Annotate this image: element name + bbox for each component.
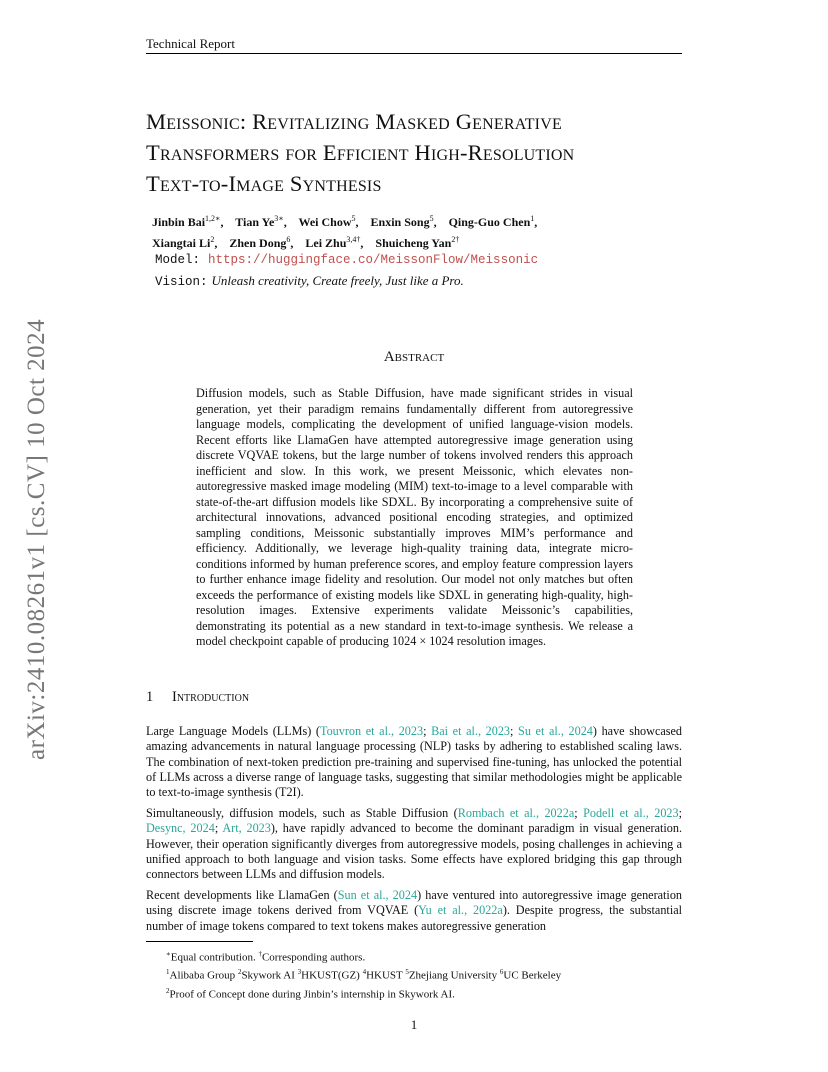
model-link[interactable]: https://huggingface.co/MeissonFlow/Meissonic xyxy=(208,253,539,267)
author-list xyxy=(152,210,672,252)
vision-text: Unleash creativity, Create freely, Just like a Pro. xyxy=(211,273,464,288)
citation-link[interactable]: Podell et al., 2023 xyxy=(583,806,679,820)
title-line-1: Meissonic: Revitalizing Masked Generative xyxy=(146,109,562,134)
citation-link[interactable]: Su et al., 2024 xyxy=(518,724,593,738)
author: Tian $Ye^{3∗}$, xyxy=(235,214,296,229)
running-header: Technical Report xyxy=(146,36,235,51)
footnote-2: $^2$Proof of Concept done during Jinbin’s internship in Skywork AI. xyxy=(166,986,455,1001)
footnote-rule xyxy=(146,941,253,942)
intro-paragraph-1: Large Language Models (LLMs) (Touvron et al., 2023; Bai et al., 2023; Su et al., 2024) have showcased amazing advancements in natural language processing (NLP) tasks by adhering to established scaling laws. The combination of next-token prediction pre-training and supervised fine-tuning, has unlocked the potential of LLMs across a diverse range of language tasks, suggesting that similar methodologies might be applicable to text-to-image synthesis (T2I). xyxy=(146,724,683,800)
footnotes xyxy=(166,947,686,1002)
citation-link[interactable]: Touvron et al., 2023 xyxy=(320,724,424,738)
author: Qing-Guo Chen$^1$, xyxy=(448,214,538,229)
author: Enxin Song$^5$, xyxy=(370,214,446,229)
author: Lei Zhu$^{3,4\dagger}$, xyxy=(305,235,373,250)
citation-link[interactable]: Desync, 2024 xyxy=(146,821,215,836)
abstract-body: Diffusion models, such as Stable Diffusion, have made significant strides in visual generation, yet their paradigm remains fundamentally different from autoregressive language models, complicating the development of unified language-vision models. Recent efforts like LlamaGen have attempted autoregressive image generation using discrete VQVAE tokens, but the large number of tokens involved renders this approach inefficient and slow. In this work, we present Meissonic, which elevates non-autoregressive masked image modeling (MIM) text-to-image to a level comparable with state-of-the-art diffusion models like SDXL. By incorporating a comprehensive suite of architectural innovations, advanced positional encoding strategies, and optimized sampling conditions, Meissonic substantially improves MIM’s performance and efficiency. Additionally, we leverage high-quality training data, integrate micro-conditions informed by human preference scores, and employ feature compression layers to further enhance image fidelity and resolution. Our model not only matches but often exceeds the performance of existing models like SDXL in generating high-quality, high-resolution images. Extensive experiments validate Meissonic’s capabilities, demonstrating its potential as a new standard in text-to-image synthesis. We release a model checkpoint capable of producing 1024 × 1024 resolution images. xyxy=(196,386,633,648)
model-label: Model: xyxy=(155,253,201,267)
section-title: Introduction xyxy=(172,689,250,705)
author: Shuicheng Yan$^{2\dagger}$ xyxy=(375,235,460,250)
intro-paragraph-3: Recent developments like LlamaGen (Sun et al., 2024) have ventured into autoregressive image generation using discrete image tokens derived from VQVAE (Yu et al., 2022a). Despite progress, the substantial number of image tokens compared to text tokens makes autoregressive generation xyxy=(146,888,683,933)
citation-link[interactable]: Bai et al., 2023 xyxy=(431,724,511,738)
footnote-affiliations: $^1$Alibaba Group $^2$Skywork AI $^3$HKUST(GZ) $^4$HKUST $^5$Zhejiang University $^6$UC Berkeley xyxy=(166,968,562,982)
author: Zhen Dong$^6$, xyxy=(229,235,303,250)
author: Jinbin Bai$^{1,2∗}$, xyxy=(152,214,233,229)
paper-title xyxy=(146,106,686,199)
abstract-heading: Abstract xyxy=(383,349,445,365)
citation-link[interactable]: Yu et al., 2022a xyxy=(418,903,503,918)
header-rule xyxy=(146,53,682,54)
author: Wei Chow$^5$, xyxy=(298,214,368,229)
citation-link[interactable]: Art, 2023 xyxy=(222,821,271,836)
section-number: 1 xyxy=(146,689,154,705)
title-line-2: Transformers for Efficient High-Resolution xyxy=(146,140,575,165)
page-number: 1 xyxy=(410,1017,418,1032)
vision-label: Vision: xyxy=(155,275,208,289)
vision-line xyxy=(155,273,464,289)
section-heading xyxy=(146,689,249,706)
author: Xiangtai Li$^2$, xyxy=(152,235,227,250)
title-line-3: Text-to-Image Synthesis xyxy=(146,171,382,196)
footnote-1: ∗Equal contribution. †Corresponding authors. xyxy=(166,950,366,964)
citation-link[interactable]: Rombach et al., 2022a xyxy=(457,806,575,820)
intro-paragraph-2: Simultaneously, diffusion models, such as Stable Diffusion (Rombach et al., 2022a; Podell et al., 2023; Desync, 2024; Art, 2023), have rapidly advanced to become the dominant paradigm in visual generation. However, their operation significantly diverges from autoregressive models, posing challenges in achieving a unified approach to both language and vision tasks. Some effects have explored bridging this gap through connectors between LLMs and diffusion models. xyxy=(146,806,683,882)
model-line xyxy=(155,253,538,267)
citation-link[interactable]: Sun et al., 2024 xyxy=(337,888,418,902)
arxiv-stamp: arXiv:2410.08261v1 [cs.CV] 10 Oct 2024 xyxy=(23,318,50,760)
